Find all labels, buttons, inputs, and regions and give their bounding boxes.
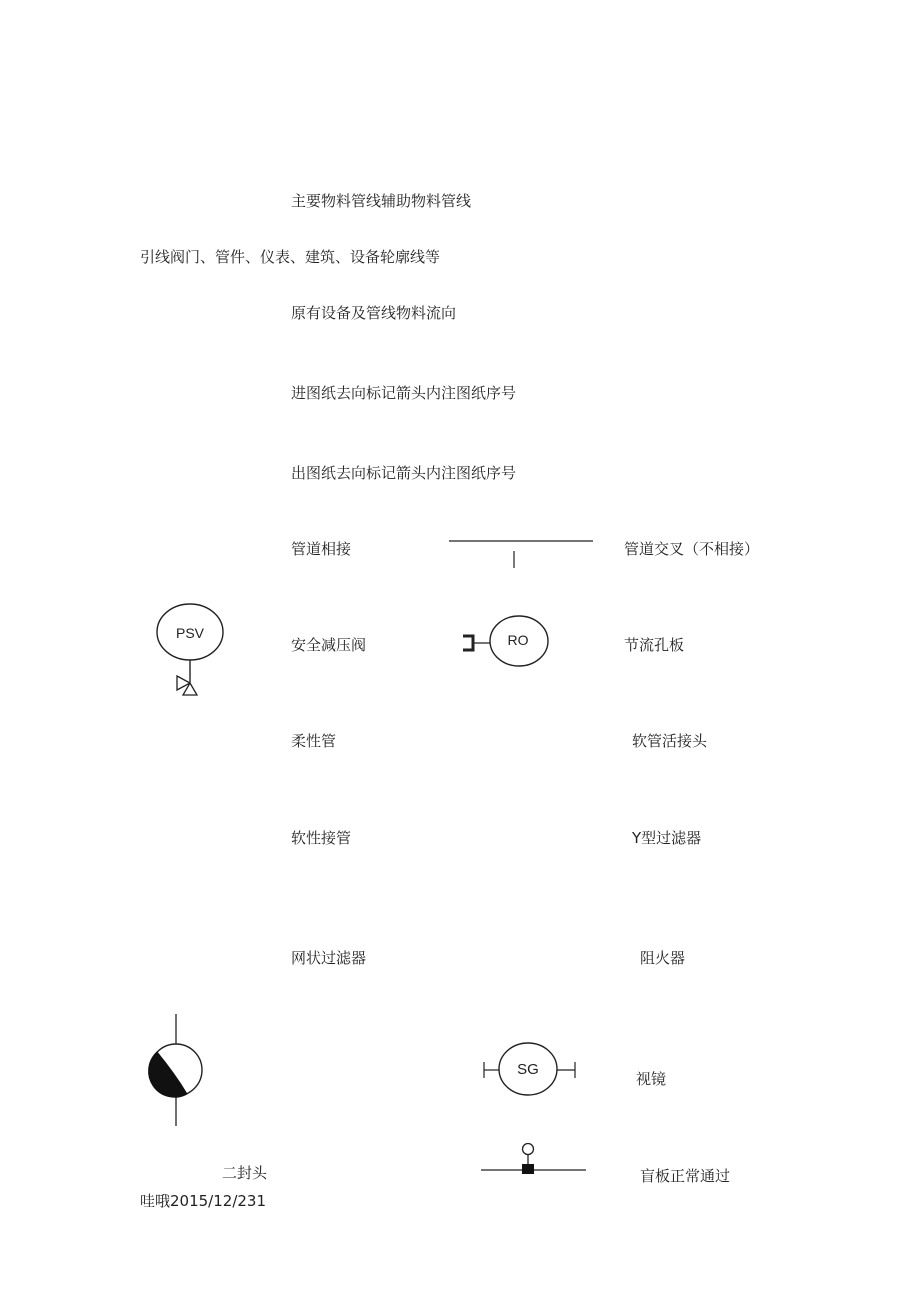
- sg-tag: SG: [517, 1061, 539, 1078]
- dished-head-label: 二封头: [222, 1164, 268, 1182]
- blind-plate-icon: [478, 1140, 590, 1180]
- orifice-plate-label: 节流孔板: [624, 636, 685, 654]
- mesh-strainer-label: 网状过滤器: [291, 949, 367, 967]
- pipe-crossing-symbol: [440, 530, 600, 575]
- sight-glass-icon: [480, 1040, 582, 1100]
- psv-valve-icon: [150, 600, 240, 702]
- y-strainer-label: Y型过滤器: [632, 829, 702, 847]
- footer-signature: 哇哦2015/12/231: [140, 1192, 266, 1210]
- pipe-crossing-label: 管道交叉（不相接）: [624, 540, 760, 558]
- blind-plate-label: 盲板正常通过: [640, 1167, 731, 1185]
- pipe-connected-label: 管道相接: [291, 540, 352, 558]
- incoming-sheet-label: 进图纸去向标记箭头内注图纸序号: [291, 384, 517, 402]
- flexible-pipe-label: 柔性管: [291, 732, 337, 750]
- dished-head-icon: [145, 1012, 210, 1130]
- psv-tag: PSV: [175, 625, 205, 641]
- existing-flow-label: 原有设备及管线物料流向: [291, 304, 457, 322]
- flame-arrester-label: 阻火器: [640, 949, 686, 967]
- ro-tag: RO: [507, 632, 529, 648]
- orifice-plate-icon: [455, 610, 560, 672]
- sight-glass-label: 视镜: [636, 1070, 667, 1088]
- psv-label: 安全减压阀: [291, 636, 367, 654]
- outgoing-sheet-label: 出图纸去向标记箭头内注图纸序号: [291, 464, 517, 482]
- flexible-joint-label: 软性接管: [291, 829, 352, 847]
- main-aux-lines-label: 主要物料管线辅助物料管线: [291, 192, 472, 210]
- leader-lines-label: 引线阀门、管件、仪表、建筑、设备轮廓线等: [140, 248, 441, 266]
- hose-union-label: 软管活接头: [632, 732, 708, 750]
